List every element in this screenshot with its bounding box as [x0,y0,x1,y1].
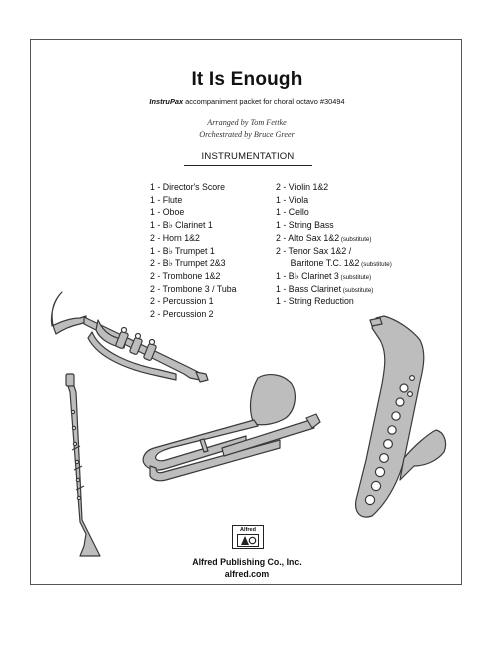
saxophone-icon [356,316,446,517]
list-item: 2 - Horn 1&2 [150,232,200,243]
subtitle-text: accompaniment packet for choral octavo #30494 [183,97,345,106]
list-item: 1 - B♭ Clarinet 1 [150,220,213,231]
list-item: Baritone T.C. 1&2 (substitute) [276,258,392,269]
list-item: 1 - Flute [150,194,183,205]
list-item: 2 - Violin 1&2 [276,182,329,192]
list-item: 2 - B♭ Trumpet 2&3 [150,258,226,269]
logo-emblem-icon [237,534,259,547]
publisher-website[interactable]: alfred.com [224,569,270,579]
list-item: 1 - B♭ Clarinet 3 (substitute) [276,270,372,281]
list-item: 2 - Tenor Sax 1&2 / [276,245,352,256]
logo-text: Alfred [240,527,256,533]
list-item: 1 - String Bass [276,220,334,231]
list-item: 2 - Trombone 3 / Tuba [150,283,237,294]
page-title: It Is Enough [191,69,303,90]
list-item: 1 - String Reduction [276,296,354,307]
list-item: 2 - Percussion 1 [150,296,214,307]
orchestrator-credit: Orchestrated by Bruce Greer [199,130,295,139]
clarinet-icon [66,374,100,556]
list-item: 1 - Viola [276,194,309,205]
trumpet-icon [51,292,208,382]
subtitle-brand: InstruPax [149,97,184,106]
list-item: 1 - Cello [276,207,309,218]
list-item: 1 - Bass Clarinet (substitute) [276,283,374,294]
list-item: 2 - Alto Sax 1&2 (substitute) [276,232,372,243]
list-item: 1 - Director's Score [150,182,226,192]
list-item: 1 - B♭ Trumpet 1 [150,245,215,256]
list-item: 1 - Oboe [150,207,185,218]
list-item: 2 - Trombone 1&2 [150,270,221,281]
trombone-icon [143,375,320,481]
publisher-name: Alfred Publishing Co., Inc. [192,557,302,567]
arranger-credit: Arranged by Tom Fettke [207,118,287,127]
list-item: 2 - Percussion 2 [150,309,214,320]
instrumentation-heading: INSTRUMENTATION [184,151,312,166]
alfred-logo [232,525,264,549]
